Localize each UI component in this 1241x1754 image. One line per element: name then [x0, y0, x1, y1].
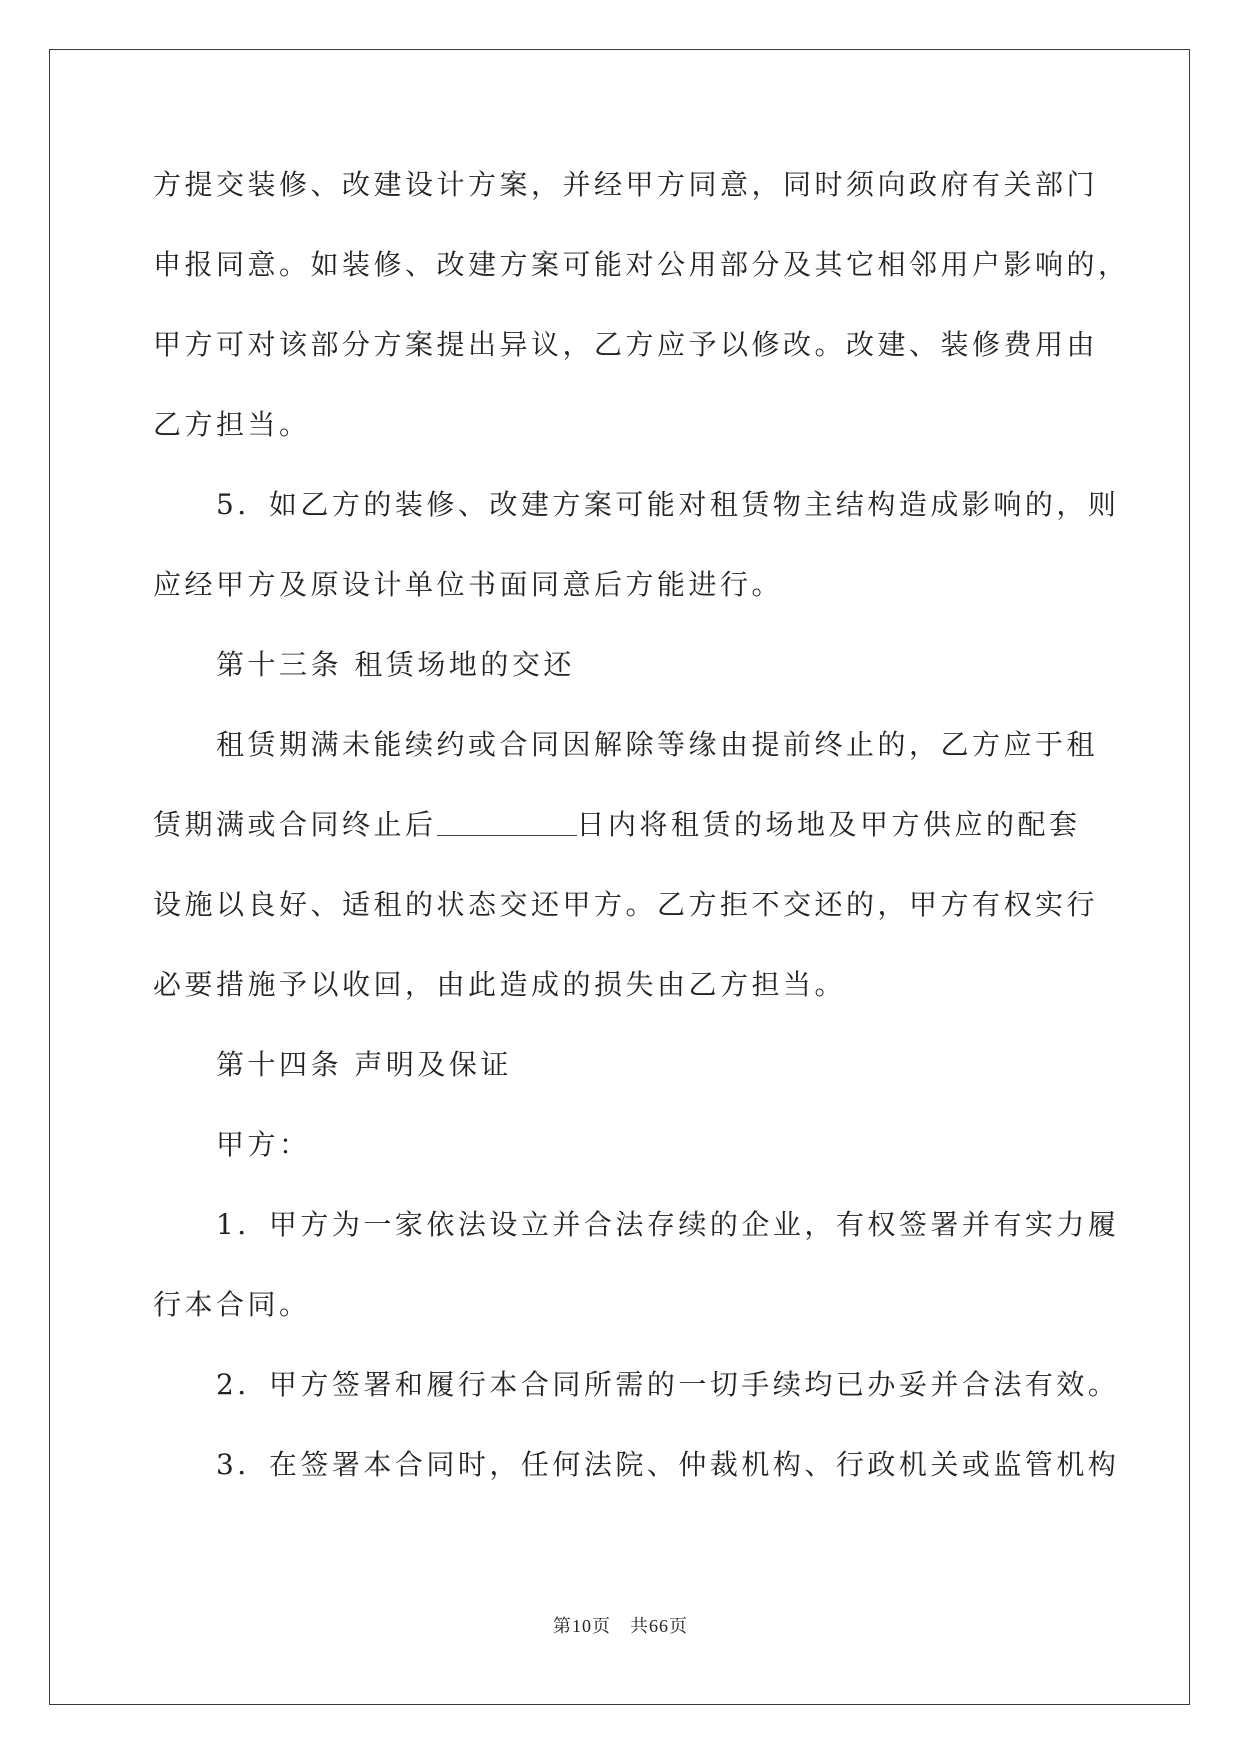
clause-item: 1．甲方为一家依法设立并合法存续的企业，有权签署并有实力履: [216, 1208, 1120, 1241]
text-line: 方提交装修、改建设计方案，并经甲方同意，同时须向政府有关部门: [153, 168, 1099, 201]
text-segment: 日内将租赁的场地及甲方供应的配套: [576, 808, 1081, 841]
text-line: 申报同意。如装修、改建方案可能对公用部分及其它相邻用户影响的，: [153, 248, 1130, 281]
page-number-footer: 第10页 共66页: [553, 1616, 688, 1636]
text-line: 行本合同。: [153, 1288, 311, 1321]
text-segment: 赁期满或合同终止后: [153, 808, 437, 841]
text-line-with-blank: [153, 803, 1093, 883]
clause-item: 3．在签署本合同时，任何法院、仲裁机构、行政机关或监管机构: [216, 1448, 1120, 1481]
text-line: 设施以良好、适租的状态交还甲方。乙方拒不交还的，甲方有权实行: [153, 888, 1099, 921]
clause-item: 2．甲方签署和履行本合同所需的一切手续均已办妥并合法有效。: [216, 1368, 1120, 1401]
text-line: 乙方担当。: [153, 408, 311, 441]
document-body: [153, 163, 1130, 1523]
clause-item: 5．如乙方的装修、改建方案可能对租赁物主结构造成影响的，则: [216, 488, 1120, 521]
text-line: 应经甲方及原设计单位书面同意后方能进行。: [153, 568, 784, 601]
fill-in-blank: [437, 807, 577, 836]
article-heading: 第十四条 声明及保证: [216, 1048, 512, 1081]
paragraph-start: 租赁期满未能续约或合同因解除等缘由提前终止的，乙方应于租: [216, 728, 1099, 761]
text-line: 甲方可对该部分方案提出异议，乙方应予以修改。改建、装修费用由: [153, 328, 1099, 361]
party-label: 甲方：: [216, 1128, 311, 1161]
article-heading: 第十三条 租赁场地的交还: [216, 648, 575, 681]
text-line: 必要措施予以收回，由此造成的损失由乙方担当。: [153, 968, 847, 1001]
